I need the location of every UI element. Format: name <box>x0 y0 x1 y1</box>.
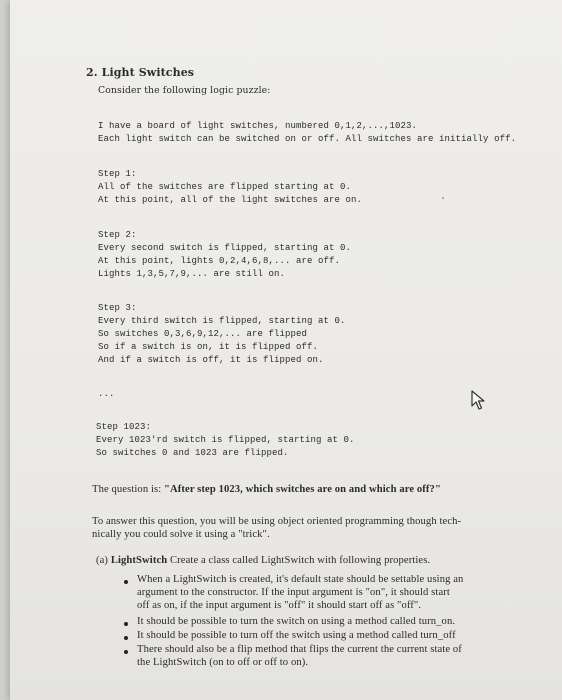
ellipsis: ... <box>98 389 115 399</box>
bullet-text: There should also be a flip method that flips the current the current state of <box>137 644 462 655</box>
bullet-text: argument to the constructor. If the input argument is "on", it should start <box>137 587 450 598</box>
bullet-marker <box>124 636 128 640</box>
section-intro: Consider the following logic puzzle: <box>98 85 271 96</box>
speck-mark <box>442 197 444 199</box>
section-title: 2. Light Switches <box>86 66 195 79</box>
puzzle-line: Every third switch is flipped, starting at 0. <box>98 316 346 326</box>
puzzle-line: Every second switch is flipped, starting at 0. <box>98 243 352 253</box>
part-a-desc: Create a class called LightSwitch with following properties. <box>167 555 431 566</box>
step-label: Step 2: <box>98 230 137 240</box>
puzzle-line: So switches 0,3,6,9,12,... are flipped <box>98 329 308 339</box>
puzzle-line: And if a switch is off, it is flipped on. <box>98 355 324 365</box>
puzzle-line: So if a switch is on, it is flipped off. <box>98 342 319 352</box>
bullet-marker <box>124 650 128 654</box>
bullet-text: It should be possible to turn the switch on using a method called turn_on. <box>137 616 456 627</box>
bullet-marker <box>124 580 128 584</box>
step-label: Step 1023: <box>96 422 152 432</box>
part-a-heading <box>96 555 430 567</box>
bullet-text: When a LightSwitch is created, it's default state should be settable using an <box>137 574 464 585</box>
puzzle-line: All of the switches are flipped starting at 0. <box>98 182 352 192</box>
puzzle-line: Each light switch can be switched on or off. All switches are initially off. <box>98 134 517 144</box>
puzzle-line: At this point, all of the light switches are on. <box>98 195 363 205</box>
step-label: Step 1: <box>98 169 137 179</box>
document-page <box>10 0 562 700</box>
answer-intro-line: To answer this question, you will be using object oriented programming though tech- <box>92 516 462 527</box>
puzzle-line: So switches 0 and 1023 are flipped. <box>96 448 289 458</box>
mouse-pointer-icon <box>469 389 489 415</box>
question-text: "After step 1023, which switches are on and which are off?" <box>164 484 441 495</box>
bullet-text: off as on, if the input argument is "off" it should start off as "off". <box>137 600 422 611</box>
answer-intro-line: nically you could solve it using a "trick". <box>92 529 270 540</box>
step-label: Step 3: <box>98 303 137 313</box>
puzzle-line: At this point, lights 0,2,4,6,8,... are off. <box>98 256 341 266</box>
part-a-name: LightSwitch <box>110 555 168 566</box>
puzzle-line: Lights 1,3,5,7,9,... are still on. <box>98 269 286 279</box>
question-prefix: The question is: <box>92 484 165 495</box>
bullet-text: the LightSwitch (on to off or off to on). <box>137 657 309 668</box>
puzzle-line: I have a board of light switches, numbered 0,1,2,...,1023. <box>98 121 418 131</box>
question <box>92 484 441 496</box>
bullet-marker <box>124 622 128 626</box>
puzzle-line: Every 1023'rd switch is flipped, starting at 0. <box>96 435 355 445</box>
bullet-text: It should be possible to turn off the switch using a method called turn_off <box>137 630 456 641</box>
part-a-label: (a) <box>96 555 109 566</box>
